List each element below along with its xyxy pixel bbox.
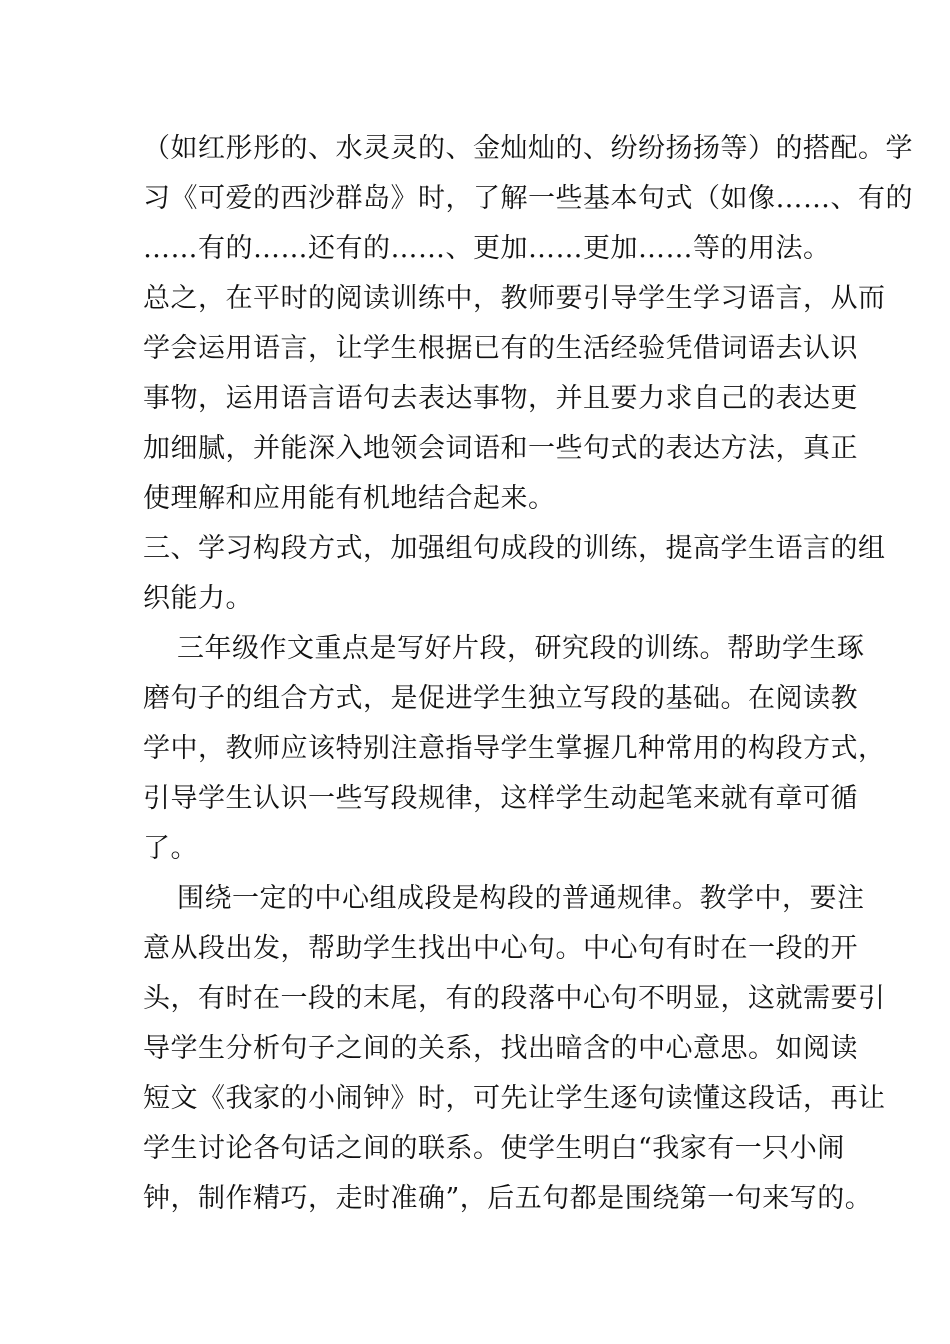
paragraph-first-line: 三年级作文重点是写好片段，研究段的训练。帮助学生琢 (177, 633, 865, 664)
text-line: 事物，运用语言语句去表达事物，并且要力求自己的表达更 (143, 383, 858, 414)
text-line: 钟，制作精巧，走时准确”，后五句都是围绕第一句来写的。 (143, 1183, 873, 1214)
text-line: 磨句子的组合方式，是促进学生独立写段的基础。在阅读教 (143, 683, 858, 714)
text-line: 学生讨论各句话之间的联系。使学生明白“我家有一只小闹 (143, 1133, 845, 1164)
text-line: 意从段出发，帮助学生找出中心句。中心句有时在一段的开 (143, 933, 858, 964)
text-line: ……有的……还有的……、更加……更加……等的用法。 (143, 233, 831, 264)
text-line: 习《可爱的西沙群岛》时，了解一些基本句式（如像……、有的 (143, 183, 913, 214)
text-line: 导学生分析句子之间的关系，找出暗含的中心意思。如阅读 (143, 1033, 858, 1064)
section-heading-line: 三、学习构段方式，加强组句成段的训练，提高学生语言的组 (143, 533, 886, 564)
text-line: 学会运用语言，让学生根据已有的生活经验凭借词语去认识 (143, 333, 858, 364)
text-line: 加细腻，并能深入地领会词语和一些句式的表达方法，真正 (143, 433, 858, 464)
text-line: 引导学生认识一些写段规律，这样学生动起笔来就有章可循 (143, 783, 858, 814)
text-line: （如红彤彤的、水灵灵的、金灿灿的、纷纷扬扬等）的搭配。学 (143, 133, 913, 164)
text-line: 了。 (143, 833, 198, 864)
text-line: 使理解和应用能有机地结合起来。 (143, 483, 556, 514)
document-body (143, 124, 913, 1224)
text-line: 总之，在平时的阅读训练中，教师要引导学生学习语言，从而 (143, 283, 886, 314)
paragraph-first-line: 围绕一定的中心组成段是构段的普通规律。教学中，要注 (177, 883, 865, 914)
text-line: 头，有时在一段的末尾，有的段落中心句不明显，这就需要引 (143, 983, 886, 1014)
section-heading-line: 织能力。 (143, 583, 253, 614)
text-line: 短文《我家的小闹钟》时，可先让学生逐句读懂这段话，再让 (143, 1083, 886, 1114)
text-line: 学中，教师应该特别注意指导学生掌握几种常用的构段方式， (143, 733, 886, 764)
